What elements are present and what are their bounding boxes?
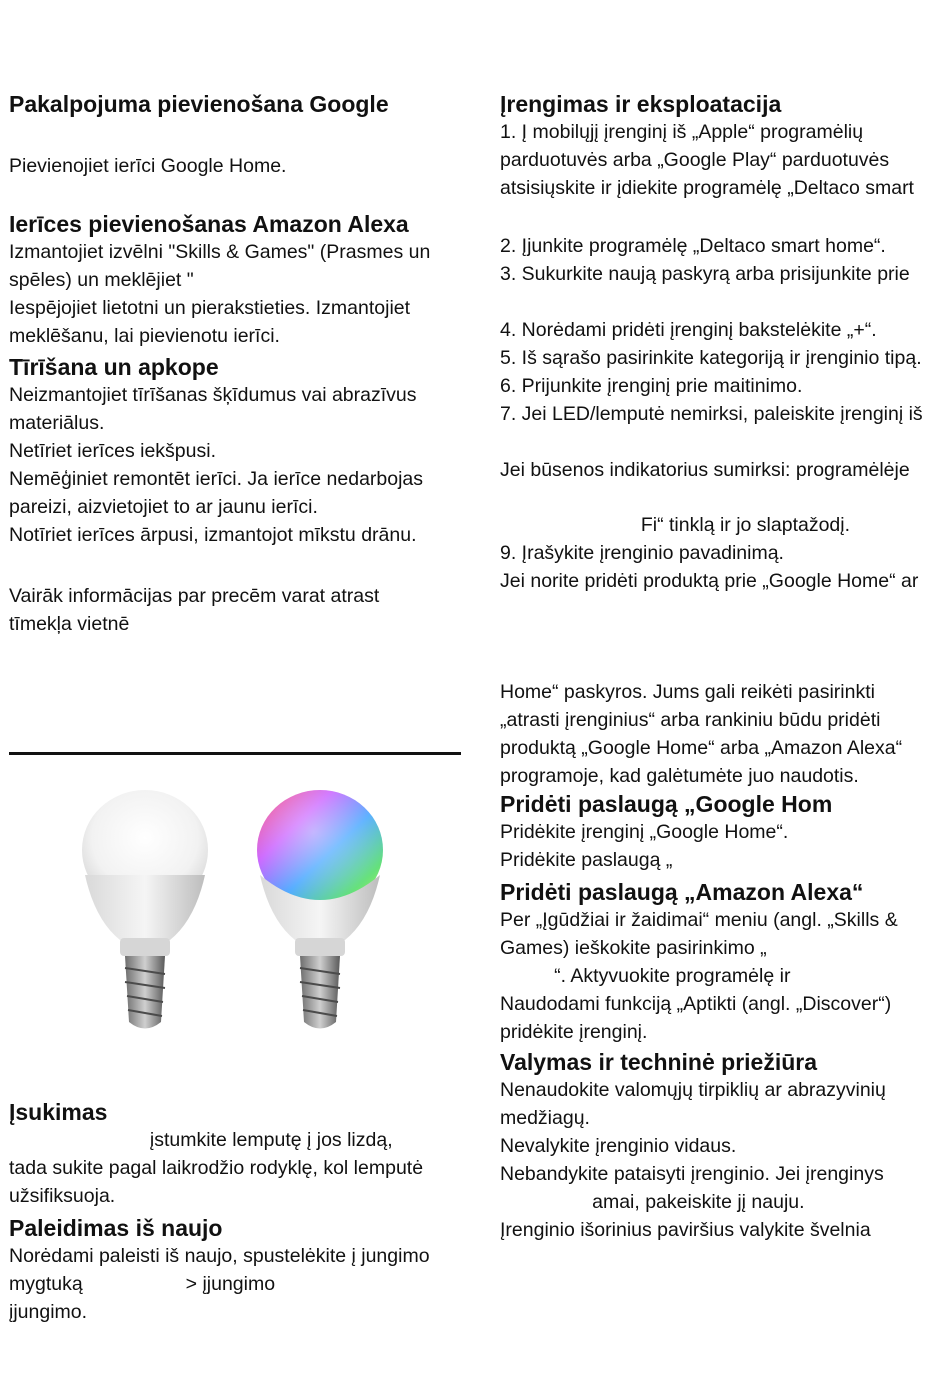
left-care-line: pareizi, aizvietojiet to ar jaunu ierīci. <box>9 496 318 518</box>
right-home-line: programoje, kad galėtumėte juo naudotis. <box>500 765 859 787</box>
right-setup-block-e <box>500 511 940 595</box>
right-home-line: produktą „Google Home“ arba „Amazon Alexa“ <box>500 737 903 759</box>
left-restart-line: mygtuką > įjungimo <box>9 1273 276 1295</box>
right-care-line: Nebandykite pataisyti įrenginio. Jei įrenginys <box>500 1163 884 1185</box>
right-alexa-line: Games) ieškokite pasirinkimo „ <box>500 937 767 959</box>
right-setup-line: Fi“ tinklą ir jo slaptažodį. <box>500 514 851 536</box>
left-restart-line: Norėdami paleisti iš naujo, spustelėkite į jungimo <box>9 1245 430 1267</box>
left-restart-line: įjungimo. <box>9 1301 88 1323</box>
left-alexa-line: Iespējojiet lietotni un pierakstieties. Izmantojiet <box>9 297 411 319</box>
right-setup-line: Jei norite pridėti produktą prie „Google Home“ ar <box>500 570 919 592</box>
left-install-line: užsifiksuoja. <box>9 1185 116 1207</box>
left-install-title: Įsukimas <box>9 1099 108 1125</box>
right-care-line: amai, pakeiskite jį nauju. <box>500 1191 805 1213</box>
right-setup-section <box>500 90 940 202</box>
divider-line <box>9 752 461 755</box>
left-alexa-line: spēles) un meklējiet " <box>9 269 194 291</box>
right-setup-block-b <box>500 232 940 288</box>
right-google-title: Pridėti paslaugą „Google Hom <box>500 791 833 817</box>
right-setup-line: parduotuvės arba „Google Play“ parduotuvės <box>500 149 890 171</box>
left-alexa-line: Izmantojiet izvēlni "Skills & Games" (Prasmes un <box>9 241 431 263</box>
left-alexa-section <box>9 210 459 350</box>
right-alexa-line: Naudodami funkciją „Aptikti (angl. „Discover“) <box>500 993 892 1015</box>
right-home-line: „atrasti įrenginius“ arba rankiniu būdu pridėti <box>500 709 881 731</box>
right-setup-block-c <box>500 316 940 428</box>
right-alexa-line: “. Aktyvuokite programėlę ir <box>500 965 791 987</box>
rgb-bulb <box>257 790 383 1029</box>
right-care-line: Įrenginio išorinius paviršius valykite švelnia <box>500 1219 871 1241</box>
right-google-line: Pridėkite įrenginį „Google Home“. <box>500 821 789 843</box>
right-care-title: Valymas ir techninė priežiūra <box>500 1049 818 1075</box>
right-care-line: Nenaudokite valomųjų tirpiklių ar abrazyvinių <box>500 1079 886 1101</box>
right-google-section <box>500 790 940 874</box>
left-install-section <box>9 1098 459 1210</box>
left-alexa-title: Ierīces pievienošanas Amazon Alexa <box>9 211 409 237</box>
right-alexa-title: Pridėti paslaugą „Amazon Alexa“ <box>500 879 864 905</box>
bulbs-image <box>75 790 395 1040</box>
right-setup-line: atsisiųskite ir įdiekite programėlę „Deltaco smart <box>500 177 914 199</box>
right-care-line: medžiagų. <box>500 1107 590 1129</box>
right-alexa-section <box>500 878 940 1046</box>
left-more-line: Vairāk informācijas par precēm varat atrast <box>9 585 380 607</box>
right-home-line: Home“ paskyros. Jums gali reikėti pasirinkti <box>500 681 875 703</box>
right-setup-line: 4. Norėdami pridėti įrenginį bakstelėkite „+“. <box>500 319 877 341</box>
left-care-line: Neizmantojiet tīrīšanas šķīdumus vai abrazīvus <box>9 384 417 406</box>
right-home-block <box>500 678 940 790</box>
left-install-line: įstumkite lemputę į jos lizdą, <box>9 1129 393 1151</box>
right-setup-title: Įrengimas ir eksploatacija <box>500 91 782 117</box>
left-google-section <box>9 90 459 118</box>
right-setup-line: Jei būsenos indikatorius sumirksi: programėlėje <box>500 459 910 481</box>
right-care-section <box>500 1048 940 1244</box>
white-bulb <box>82 790 208 1029</box>
left-care-line: Netīriet ierīces iekšpusi. <box>9 440 216 462</box>
left-more-line: tīmekļa vietnē <box>9 613 130 635</box>
left-care-section <box>9 353 459 549</box>
right-alexa-line: Per „Įgūdžiai ir žaidimai“ meniu (angl. „Skills & <box>500 909 898 931</box>
right-alexa-line: pridėkite įrenginį. <box>500 1021 648 1043</box>
left-care-line: materiālus. <box>9 412 105 434</box>
left-care-line: Nemēģiniet remontēt ierīci. Ja ierīce nedarbojas <box>9 468 424 490</box>
right-setup-line: 2. Įjunkite programėlę „Deltaco smart home“. <box>500 235 886 257</box>
right-care-line: Nevalykite įrenginio vidaus. <box>500 1135 737 1157</box>
right-google-line: Pridėkite paslaugą „ <box>500 849 673 871</box>
left-more-info <box>9 582 459 638</box>
right-setup-block-d <box>500 456 940 484</box>
right-setup-line: 1. Į mobilųjį įrenginį iš „Apple“ programėlių <box>500 121 864 143</box>
left-google-title: Pakalpojuma pievienošana Google <box>9 91 389 117</box>
left-care-line: Notīriet ierīces ārpusi, izmantojot mīkstu drānu. <box>9 524 417 546</box>
right-setup-line: 3. Sukurkite naują paskyrą arba prisijunkite prie <box>500 263 910 285</box>
right-setup-line: 7. Jei LED/lemputė nemirksi, paleiskite įrenginį iš <box>500 403 923 425</box>
right-setup-line: 5. Iš sąrašo pasirinkite kategoriją ir įrenginio tipą. <box>500 347 922 369</box>
right-setup-line: 9. Įrašykite įrenginio pavadinimą. <box>500 542 784 564</box>
right-setup-line: 6. Prijunkite įrenginį prie maitinimo. <box>500 375 803 397</box>
left-care-title: Tīrīšana un apkope <box>9 354 219 380</box>
left-alexa-line: meklēšanu, lai pievienotu ierīci. <box>9 325 280 347</box>
left-google-text: Pievienojiet ierīci Google Home. <box>9 155 287 177</box>
left-restart-title: Paleidimas iš naujo <box>9 1215 223 1241</box>
left-restart-section <box>9 1214 459 1326</box>
left-install-line: tada sukite pagal laikrodžio rodyklę, kol lemputė <box>9 1157 424 1179</box>
